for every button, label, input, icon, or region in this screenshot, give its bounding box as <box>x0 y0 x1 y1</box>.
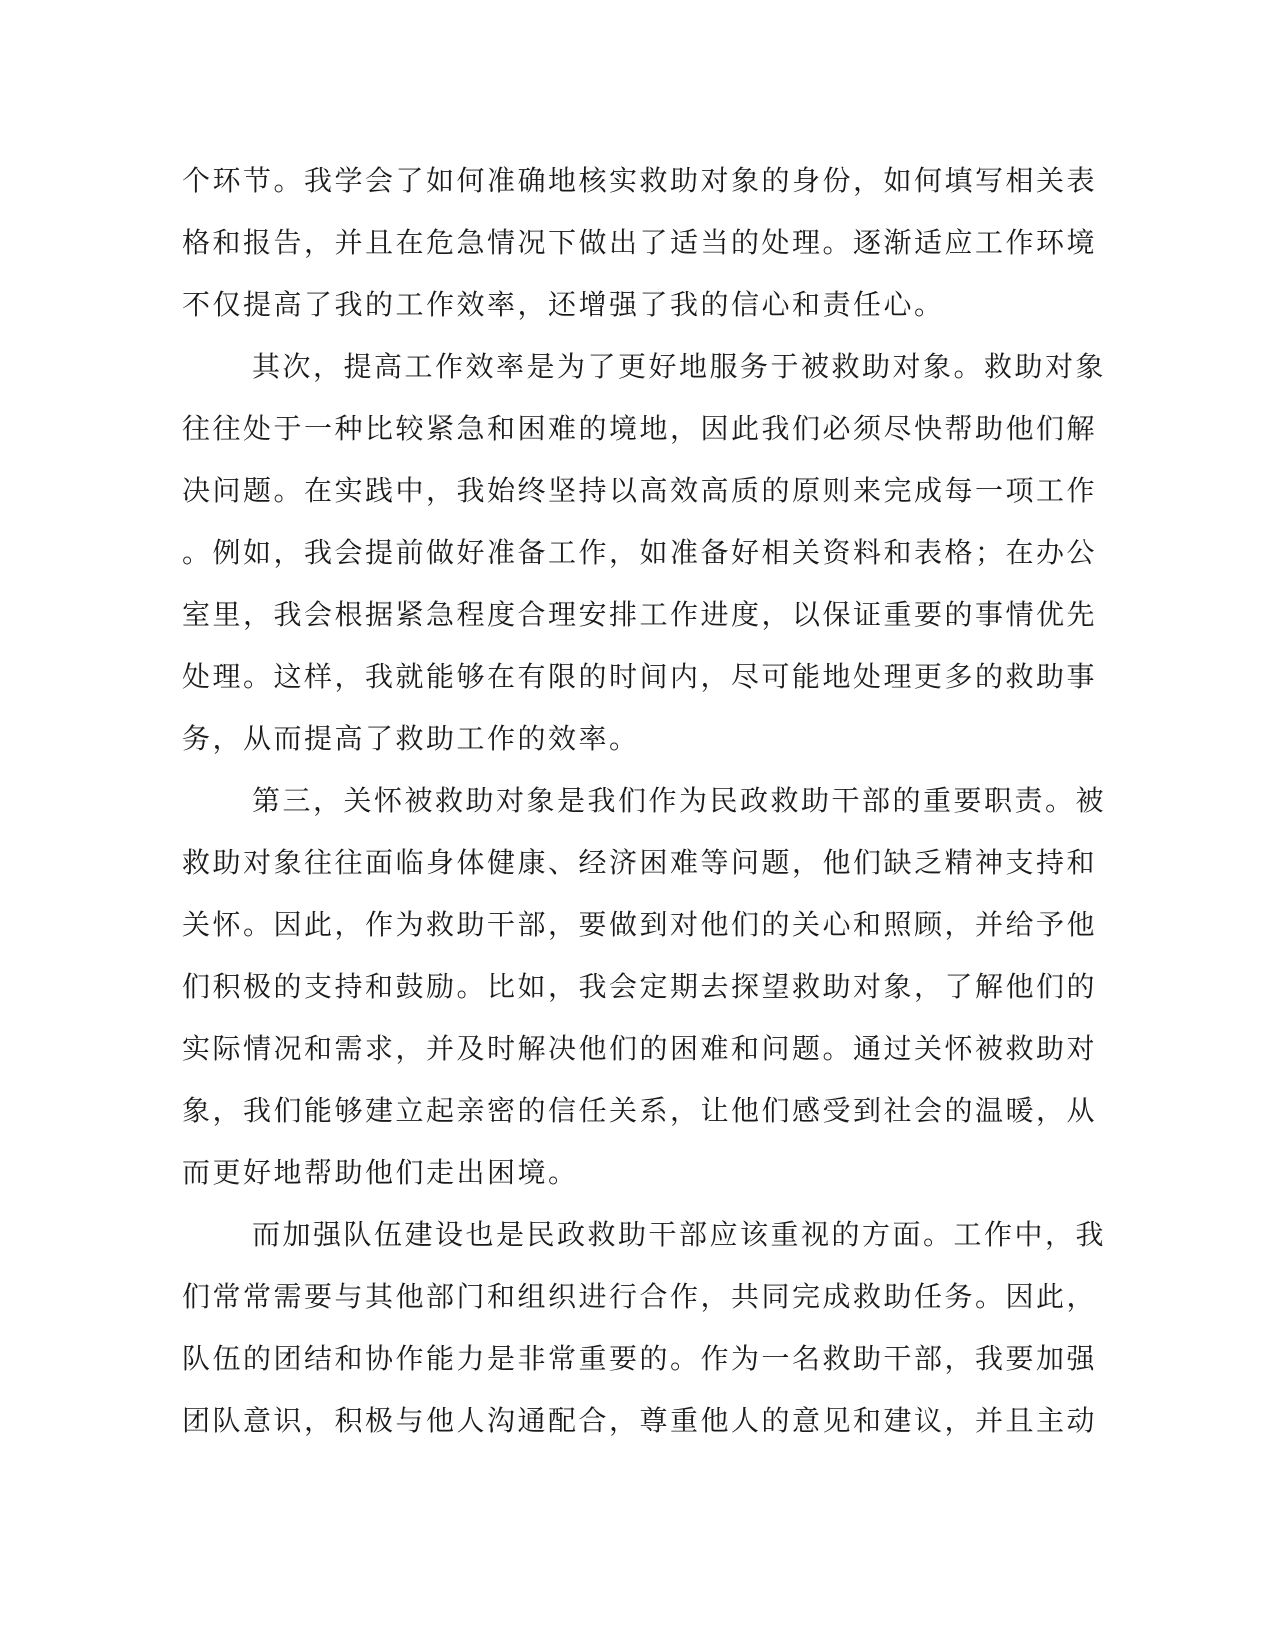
text-line: 象，我们能够建立起亲密的信任关系，让他们感受到社会的温暖，从 <box>182 1094 1098 1127</box>
paragraph-start-line: 而加强队伍建设也是民政救助干部应该重视的方面。工作中，我 <box>252 1218 1107 1251</box>
text-line: 们积极的支持和鼓励。比如，我会定期去探望救助对象，了解他们的 <box>182 970 1098 1003</box>
text-line: 队伍的团结和协作能力是非常重要的。作为一名救助干部，我要加强 <box>182 1342 1098 1375</box>
text-line: 而更好地帮助他们走出困境。 <box>182 1156 579 1189</box>
text-line: 往往处于一种比较紧急和困难的境地，因此我们必须尽快帮助他们解 <box>182 412 1098 445</box>
paragraph-start-line: 其次，提高工作效率是为了更好地服务于被救助对象。救助对象 <box>252 350 1107 383</box>
text-line: 实际情况和需求，并及时解决他们的困难和问题。通过关怀被救助对 <box>182 1032 1098 1065</box>
text-line: 务，从而提高了救助工作的效率。 <box>182 722 640 755</box>
text-line: 室里，我会根据紧急程度合理安排工作进度，以保证重要的事情优先 <box>182 598 1098 631</box>
text-line: 格和报告，并且在危急情况下做出了适当的处理。逐渐适应工作环境 <box>182 226 1098 259</box>
text-line: 决问题。在实践中，我始终坚持以高效高质的原则来完成每一项工作 <box>182 474 1098 507</box>
text-line: 团队意识，积极与他人沟通配合，尊重他人的意见和建议，并且主动 <box>182 1404 1098 1437</box>
text-line: 救助对象往往面临身体健康、经济困难等问题，他们缺乏精神支持和 <box>182 846 1098 879</box>
paragraph-start-line: 第三，关怀被救助对象是我们作为民政救助干部的重要职责。被 <box>252 784 1107 817</box>
text-line: 个环节。我学会了如何准确地核实救助对象的身份，如何填写相关表 <box>182 164 1098 197</box>
text-line: 们常常需要与其他部门和组织进行合作，共同完成救助任务。因此， <box>182 1280 1098 1313</box>
body-text <box>182 150 1107 1452</box>
text-line: 不仅提高了我的工作效率，还增强了我的信心和责任心。 <box>182 288 945 321</box>
text-line: 关怀。因此，作为救助干部，要做到对他们的关心和照顾，并给予他 <box>182 908 1098 941</box>
text-line: 。例如，我会提前做好准备工作，如准备好相关资料和表格；在办公 <box>182 536 1098 569</box>
text-line: 处理。这样，我就能够在有限的时间内，尽可能地处理更多的救助事 <box>182 660 1098 693</box>
